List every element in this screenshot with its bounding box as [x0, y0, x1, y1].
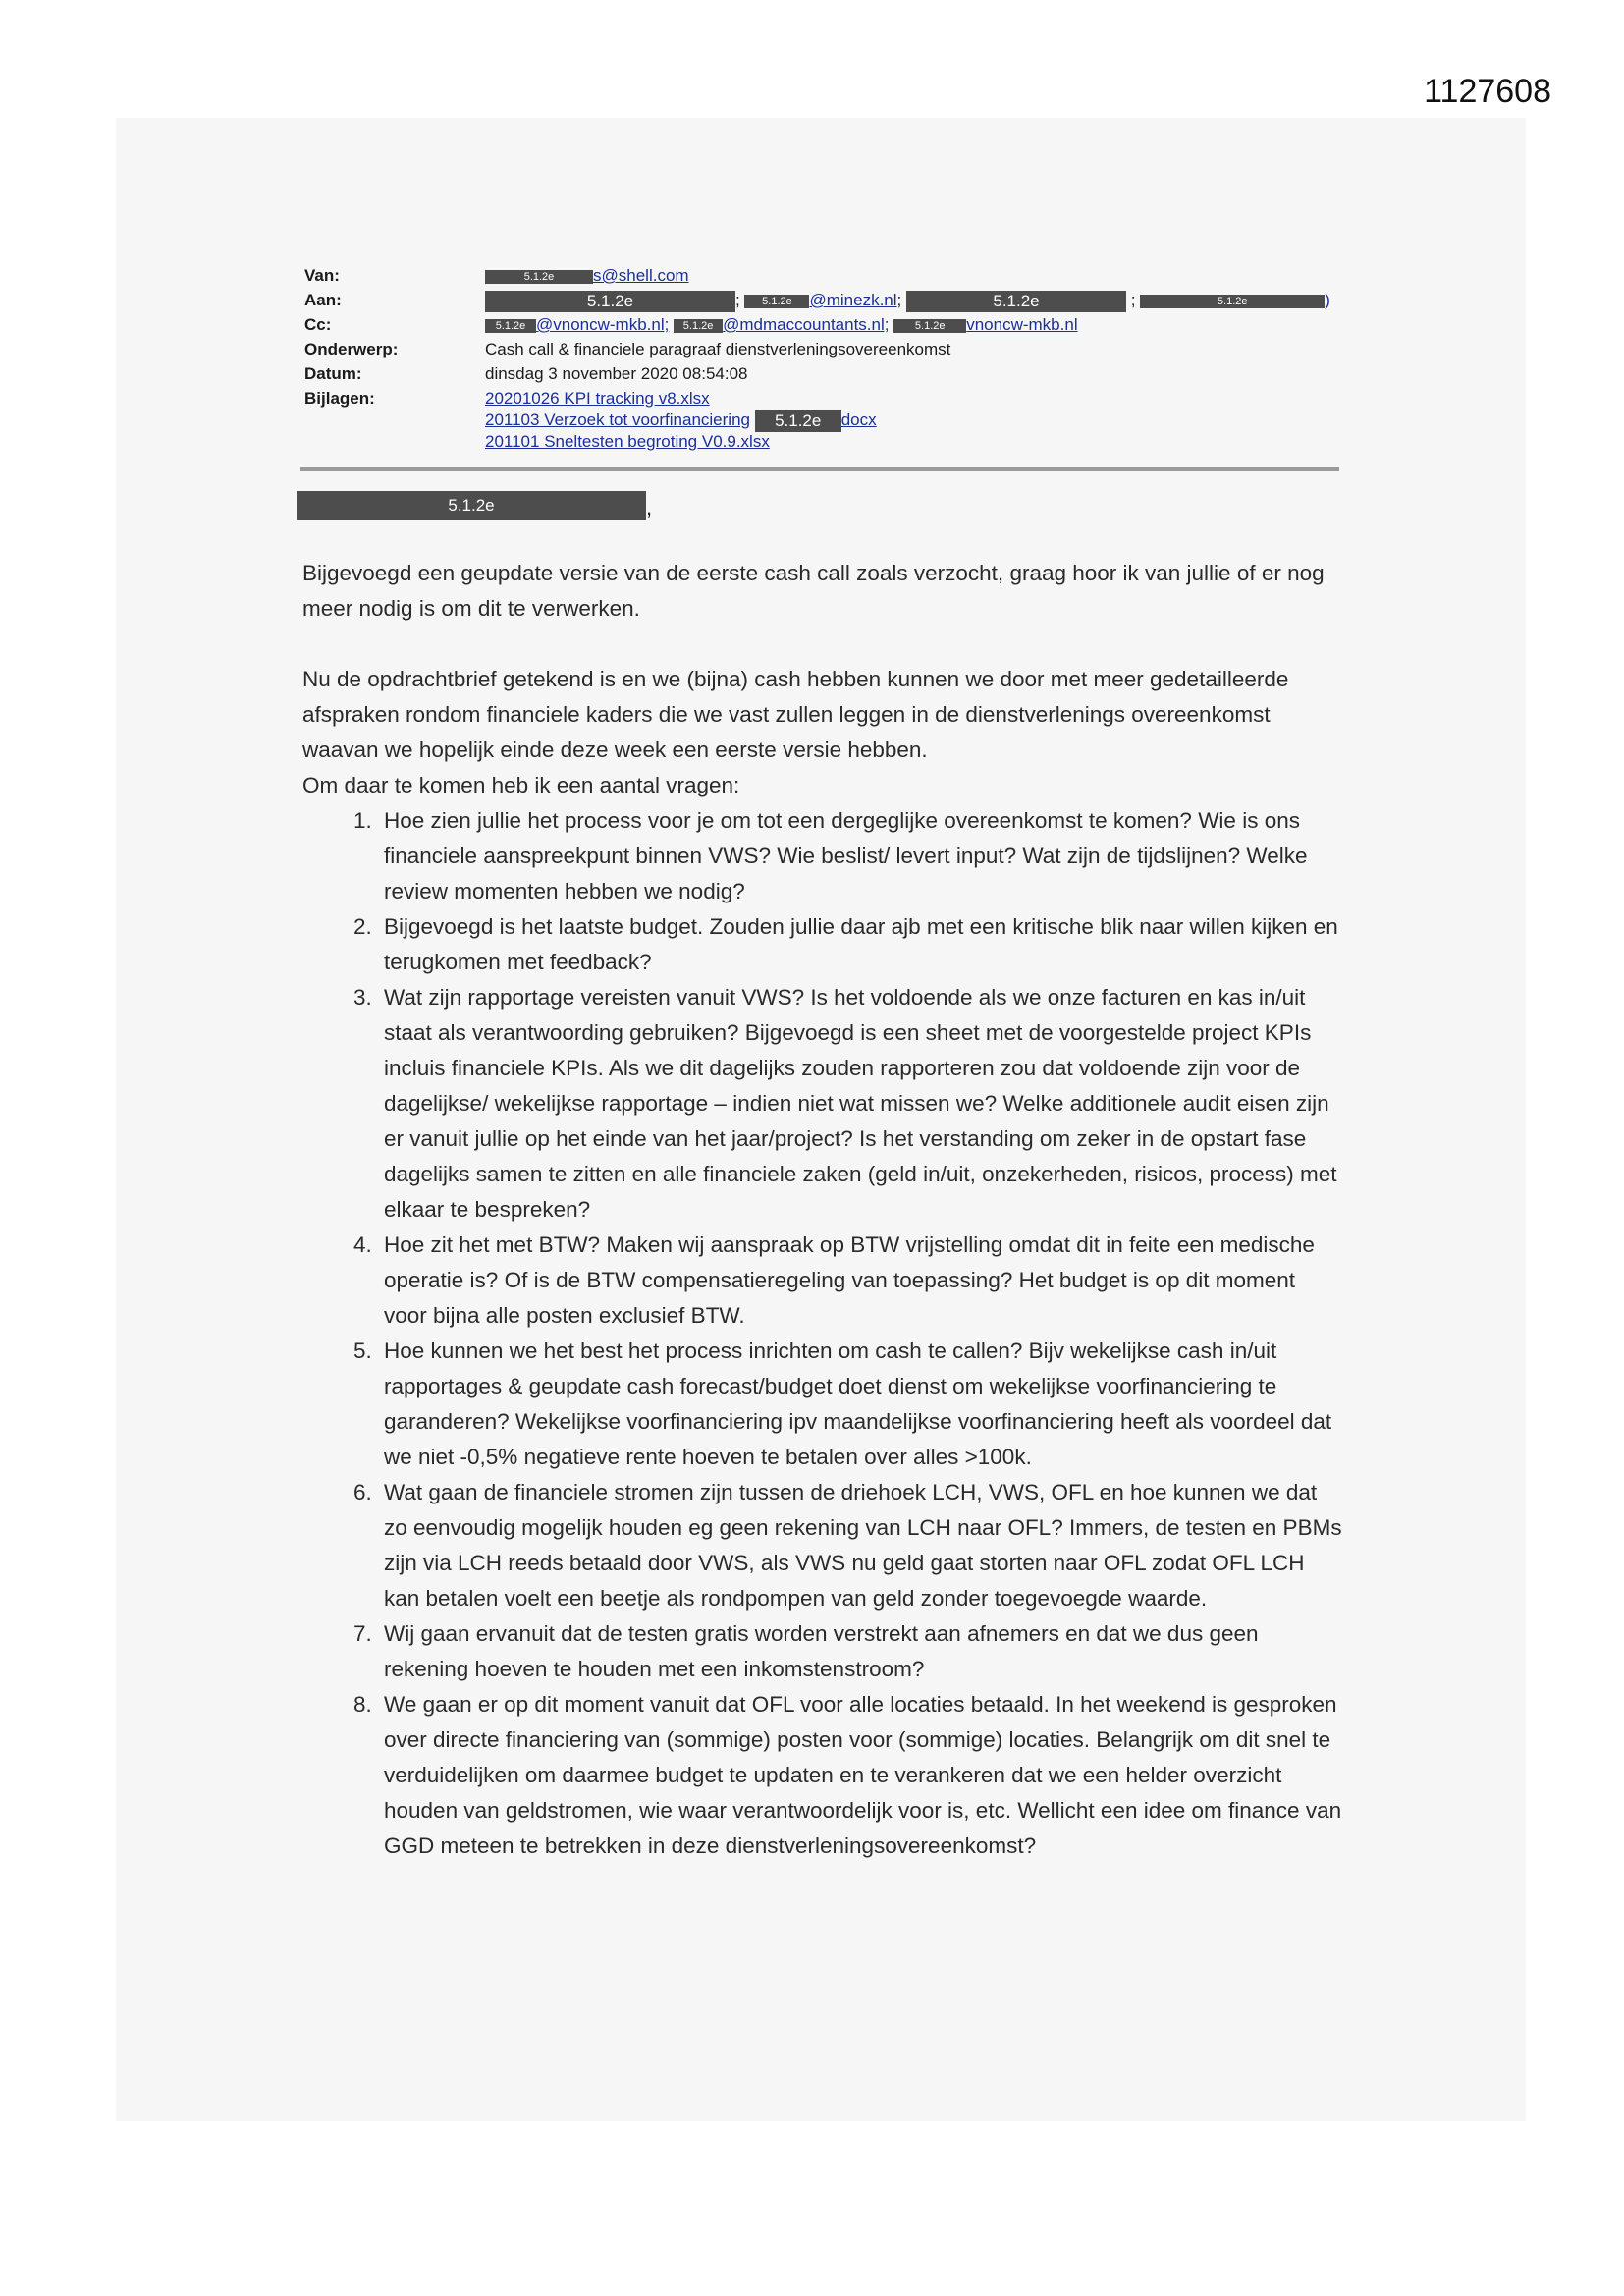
label-subject: Onderwerp: [304, 340, 399, 358]
redaction-box: 5.1.2e [485, 319, 536, 333]
header-divider [300, 467, 1339, 471]
redaction-box: 5.1.2e [893, 319, 966, 333]
list-item: 2. Bijgevoegd is het laatste budget. Zouden jullie daar ajb met een kritische blik naar willen kijken en terugkomen met feedback? [378, 909, 1343, 980]
cc-address-1[interactable]: @vnoncw-mkb.nl; [536, 315, 670, 334]
label-cc: Cc: [304, 315, 332, 334]
from-address[interactable]: s@shell.com [593, 266, 689, 285]
redaction-box: 5.1.2e [1140, 295, 1325, 308]
list-item: 3. Wat zijn rapportage vereisten vanuit VWS? Is het voldoende als we onze facturen en kas in/uit staat als verantwoording gebruiken? Bijgevoegd is een sheet met de voorgestelde project KPIs incluis financiele KPIs. Als we dit dagelijks zouden rapporteren zou dat voldoende zijn voor de dagelijkse/ wekelijkse rapportage – indien niet wat missen we? Welke additionele audit eisen zijn er vanuit jullie op het einde van het jaar/project? Is het verstanding om zeker in de opstart fase dagelijks samen te zitten en alle financiele zaken (geld in/uit, onzekerheden, risicos, process) met elkaar te bespreken? [378, 980, 1343, 1228]
separator: ; [1130, 291, 1136, 309]
redaction-box: 5.1.2e [485, 291, 735, 312]
cc-value [485, 312, 1078, 337]
date-value: dinsdag 3 november 2020 08:54:08 [485, 364, 748, 383]
cc-address-2[interactable]: @mdmaccountants.nl; [723, 315, 890, 334]
redaction-box: 5.1.2e [755, 410, 841, 432]
label-from: Van: [304, 266, 340, 285]
paragraph-1: Bijgevoegd een geupdate versie van de eerste cash call zoals verzocht, graag hoor ik van jullie of er nog meer nodig is om dit te verwerken. [302, 561, 1325, 621]
attachment-1[interactable]: 20201026 KPI tracking v8.xlsx [485, 389, 710, 408]
email-body [302, 556, 1343, 1864]
cc-address-3[interactable]: vnoncw-mkb.nl [966, 315, 1078, 334]
redaction-box: 5.1.2e [485, 270, 593, 284]
attachment-3[interactable]: 201101 Sneltesten begroting V0.9.xlsx [485, 432, 770, 451]
list-item: 7. Wij gaan ervanuit dat de testen gratis worden verstrekt aan afnemers en dat we dus geen rekening hoeven te houden met een inkomstenstroom? [378, 1616, 1343, 1687]
attachment-2-ext[interactable]: docx [840, 410, 877, 429]
list-item: 4. Hoe zit het met BTW? Maken wij aanspraak op BTW vrijstelling omdat dit in feite een medische operatie is? Of is de BTW compensatieregeling van toepassing? Het budget is op dit moment voor bijna alle posten exclusief BTW. [378, 1228, 1343, 1334]
salutation [297, 491, 652, 520]
subject-value: Cash call & financiele paragraaf dienstverleningsovereenkomst [485, 340, 951, 358]
label-date: Datum: [304, 364, 362, 383]
label-to: Aan: [304, 291, 342, 309]
list-item: 1. Hoe zien jullie het process voor je om tot een dergeglijke overeenkomst te komen? Wie is ons financiele aanspreekpunt binnen VWS? Wie beslist/ levert input? Wat zijn de tijdslijnen? Welke review momenten hebben we nodig? [378, 803, 1343, 909]
list-item: 6. Wat gaan de financiele stromen zijn tussen de driehoek LCH, VWS, OFL en hoe kunnen we dat zo eenvoudig mogelijk houden eg geen rekening van LCH naar OFL? Immers, de testen en PBMs zijn via LCH reeds betaald door VWS, als VWS nu geld gaat storten naar OFL zodat OFL LCH kan betalen voelt een beetje als rondpompen van geld zonder toegevoegde waarde. [378, 1475, 1343, 1616]
separator: ; [735, 291, 740, 309]
paragraph-3: Om daar te komen heb ik een aantal vragen: [302, 773, 740, 797]
label-attachments: Bijlagen: [304, 389, 375, 408]
to-value [485, 288, 1330, 312]
list-item: 8. We gaan er op dit moment vanuit dat OFL voor alle locaties betaald. In het weekend is gesproken over directe financiering van (sommige) posten voor (sommige) locaties. Belangrijk om dit snel te verduidelijken om daarmee budget te updaten en te verankeren dat we een helder overzicht houden van geldstromen, wie waar verantwoordelijk voor is, etc. Wellicht een idee om finance van GGD meteen te betrekken in deze dienstverleningsovereenkomst? [378, 1687, 1343, 1864]
question-list [302, 803, 1343, 1864]
salutation-punct: , [646, 495, 653, 519]
list-item: 5. Hoe kunnen we het best het process inrichten om cash te callen? Bijv wekelijkse cash in/uit rapportages & geupdate cash forecast/budget doet dienst om wekelijkse voorfinanciering te garanderen? Wekelijkse voorfinanciering ipv maandelijkse voorfinanciering heeft als voordeel dat we niet -0,5% negatieve rente hoeven te betalen over alles >100k. [378, 1334, 1343, 1475]
redaction-box: 5.1.2e [674, 319, 723, 333]
redaction-box: 5.1.2e [906, 291, 1126, 312]
redaction-box: 5.1.2e [744, 295, 809, 308]
from-value [485, 263, 689, 288]
separator: ; [896, 291, 902, 309]
document-id: 1127608 [1424, 73, 1551, 110]
paragraph-2: Nu de opdrachtbrief getekend is en we (bijna) cash hebben kunnen we door met meer gedetailleerde afspraken rondom financiele kaders die we vast zullen leggen in de dienstverlenings overeenkomst waavan we hopelijk einde deze week een eerste versie hebben. [302, 667, 1289, 762]
attachment-2-name[interactable]: 201103 Verzoek tot voorfinanciering [485, 410, 750, 429]
redaction-box: 5.1.2e [297, 491, 646, 520]
closing-paren: ) [1325, 291, 1330, 309]
to-address-minezk[interactable]: @minezk.nl [809, 291, 897, 309]
